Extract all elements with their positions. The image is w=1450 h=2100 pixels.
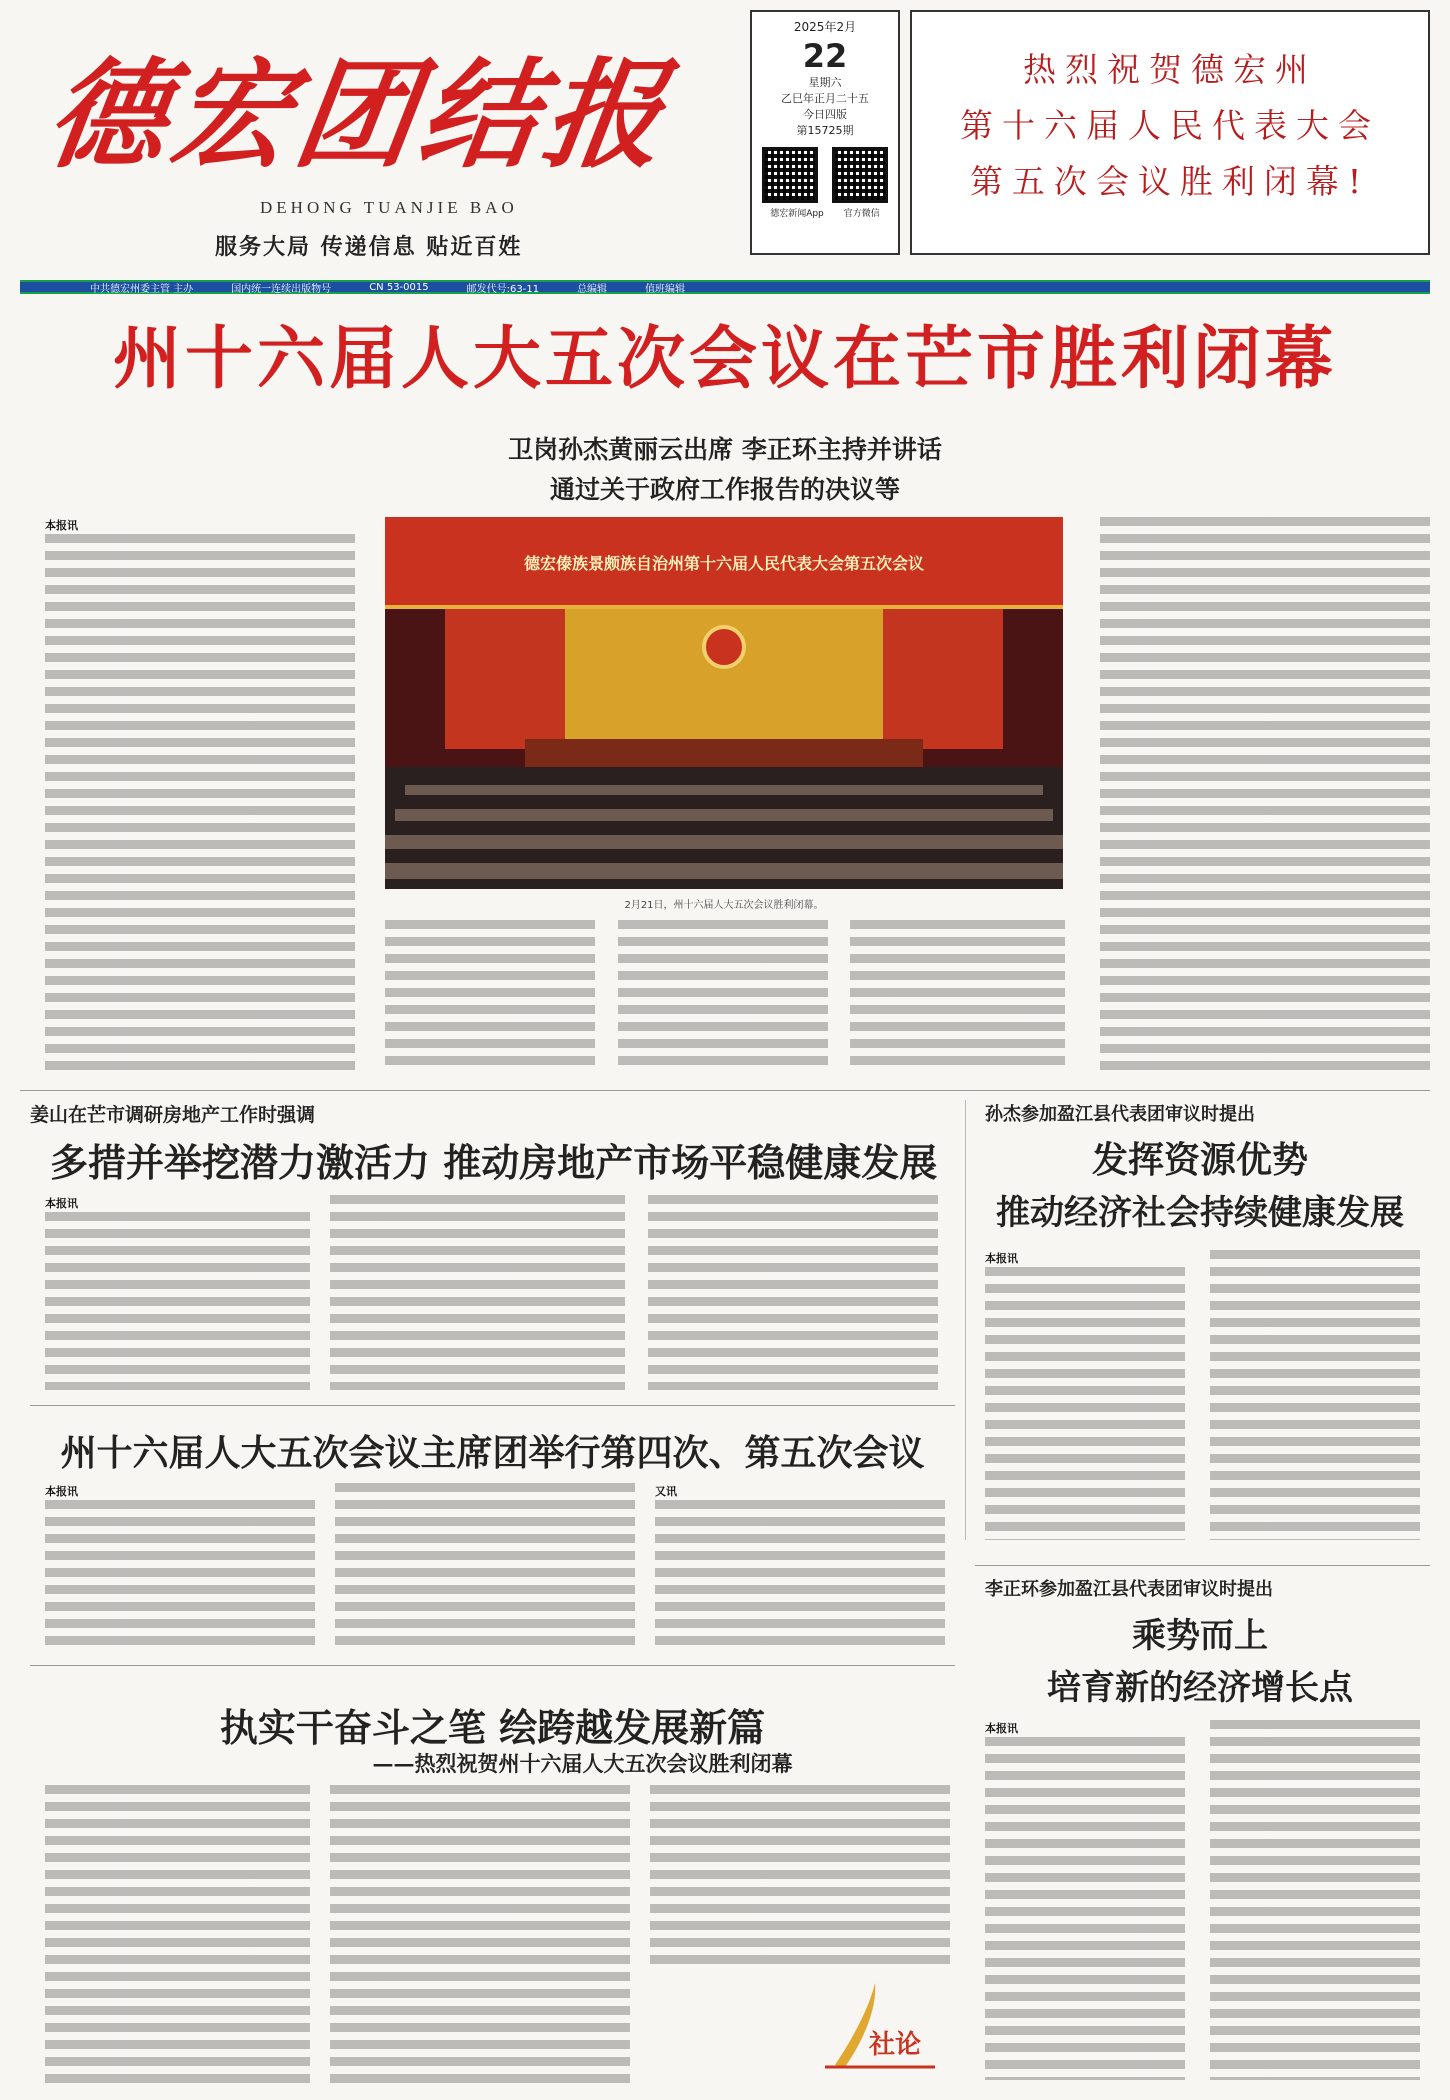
info-item: 中共德宏州委主管 主办 [90,283,194,295]
masthead [20,10,1430,275]
text-block [1210,1720,1420,2080]
story5-column-1 [985,1720,1185,2080]
story5-headline-1[interactable]: 乘势而上 [1132,1616,1268,1656]
text-block [985,1737,1185,2080]
date-month: 2025年2月 [793,20,857,34]
text-block [1210,1250,1420,1540]
congrats-line-3: 第五次会议胜利闭幕! [969,162,1371,201]
lead-headline[interactable]: 州十六届人大五次会议在芒市胜利闭幕 [112,320,1337,399]
story4-column-1 [45,1483,315,1653]
story2-kicker: 姜山在芒市调研房地产工作时强调 [30,1104,316,1126]
editorial-mark [815,1975,945,2075]
page-count: 今日四版 [803,108,847,121]
lead-text-column-3b [850,920,1065,1072]
publication-info-bar [20,280,1430,294]
text-block [655,1500,945,1653]
story4-column-3 [655,1483,945,1653]
newspaper-logo: 德宏团结报 [38,45,679,184]
congrats-line-2: 第十六届人民代表大会 [960,106,1380,145]
logo-pinyin: DEHONG TUANJIE BAO [260,198,518,217]
story3-kicker: 孙杰参加盈江县代表团审议时提出 [985,1104,1255,1125]
story4-column-2 [335,1483,635,1653]
issue-number: 第15725期 [796,124,854,137]
assembly-hall-image [385,517,1063,889]
info-item: CN 53-0015 [369,281,429,293]
text-block [648,1195,938,1390]
text-block [385,920,595,1072]
editorial-column-3 [650,1785,950,1970]
story4-byline-2: 又讯 [655,1485,677,1498]
lead-text-column-1 [45,517,355,1072]
quill-icon [815,1975,945,2075]
story2-column-3 [648,1195,938,1390]
story5-headline-2[interactable]: 培育新的经济增长点 [1047,1668,1353,1708]
info-item: 总编辑 [577,283,608,295]
section-divider [975,1565,1430,1566]
section-divider [20,1090,1430,1091]
story4-headline[interactable]: 州十六届人大五次会议主席团举行第四次、第五次会议 [60,1432,925,1474]
text-block [850,920,1065,1072]
story2-byline: 本报讯 [45,1197,78,1210]
lead-subheadline-1: 卫岗孙杰黄丽云出席 李正环主持并讲话 [508,435,942,464]
text-block [330,1195,625,1390]
editorial-headline[interactable]: 执实干奋斗之笔 绘跨越发展新篇 [219,1705,766,1750]
story5-kicker: 李正环参加盈江县代表团审议时提出 [985,1579,1273,1600]
editorial-column-2 [330,1785,630,2085]
story5-column-2 [1210,1720,1420,2080]
story5-byline: 本报讯 [985,1722,1018,1735]
editorial-subhead: ——热烈祝贺州十六届人大五次会议胜利闭幕 [372,1751,793,1776]
text-block [45,1500,315,1653]
text-block [985,1267,1185,1540]
date-box [750,10,900,255]
lead-byline: 本报讯 [45,519,78,532]
lead-text-column-2 [385,920,595,1072]
qr-code-app-icon[interactable] [762,147,818,203]
date-weekday: 星期六 [808,76,842,89]
story3-headline-2[interactable]: 推动经济社会持续健康发展 [996,1193,1404,1233]
lead-text-column-3 [618,920,828,1072]
info-item: 值班编辑 [645,283,686,295]
qr-code-wechat-icon[interactable] [832,147,888,203]
date-lunar: 乙巳年正月二十五 [781,92,869,105]
editorial-mark-text: 社论 [868,2030,922,2060]
editorial-column-1 [45,1785,310,2085]
photo-caption: 2月21日，州十六届人大五次会议胜利闭幕。 [624,900,824,911]
photo-banner-text: 德宏傣族景颇族自治州第十六届人民代表大会第五次会议 [523,554,925,573]
info-item: 国内统一连续出版物号 [231,283,332,295]
story3-column-1 [985,1250,1185,1540]
story3-byline: 本报讯 [985,1252,1018,1265]
text-block [650,1785,950,1970]
text-block [45,1212,310,1390]
congratulations-box [910,10,1430,255]
column-divider [965,1100,966,1540]
text-block [335,1483,635,1653]
lead-text-column-4 [1100,517,1430,1072]
qr-wechat-label: 官方微信 [843,209,880,219]
text-block [618,920,828,1072]
text-block [45,534,355,1072]
text-block [45,1785,310,2085]
story2-headline[interactable]: 多措并举挖潜力激活力 推动房地产市场平稳健康发展 [50,1140,938,1185]
story3-headline-1[interactable]: 发挥资源优势 [1091,1139,1308,1181]
section-divider [30,1665,955,1666]
congrats-line-1: 热烈祝贺德宏州 [1023,50,1317,89]
session-photo[interactable] [385,517,1063,889]
story2-column-1 [45,1195,310,1390]
qr-app-label: 德宏新闻App [770,209,824,219]
text-block [330,1785,630,2085]
section-divider [30,1405,955,1406]
story3-column-2 [1210,1250,1420,1540]
lead-subheadline-2: 通过关于政府工作报告的决议等 [549,475,900,504]
text-block [1100,517,1430,1072]
info-item: 邮发代号:63-11 [466,283,540,295]
story4-byline: 本报讯 [45,1485,78,1498]
story2-column-2 [330,1195,625,1390]
date-day: 22 [802,37,848,75]
masthead-slogan: 服务大局 传递信息 贴近百姓 [215,235,523,260]
